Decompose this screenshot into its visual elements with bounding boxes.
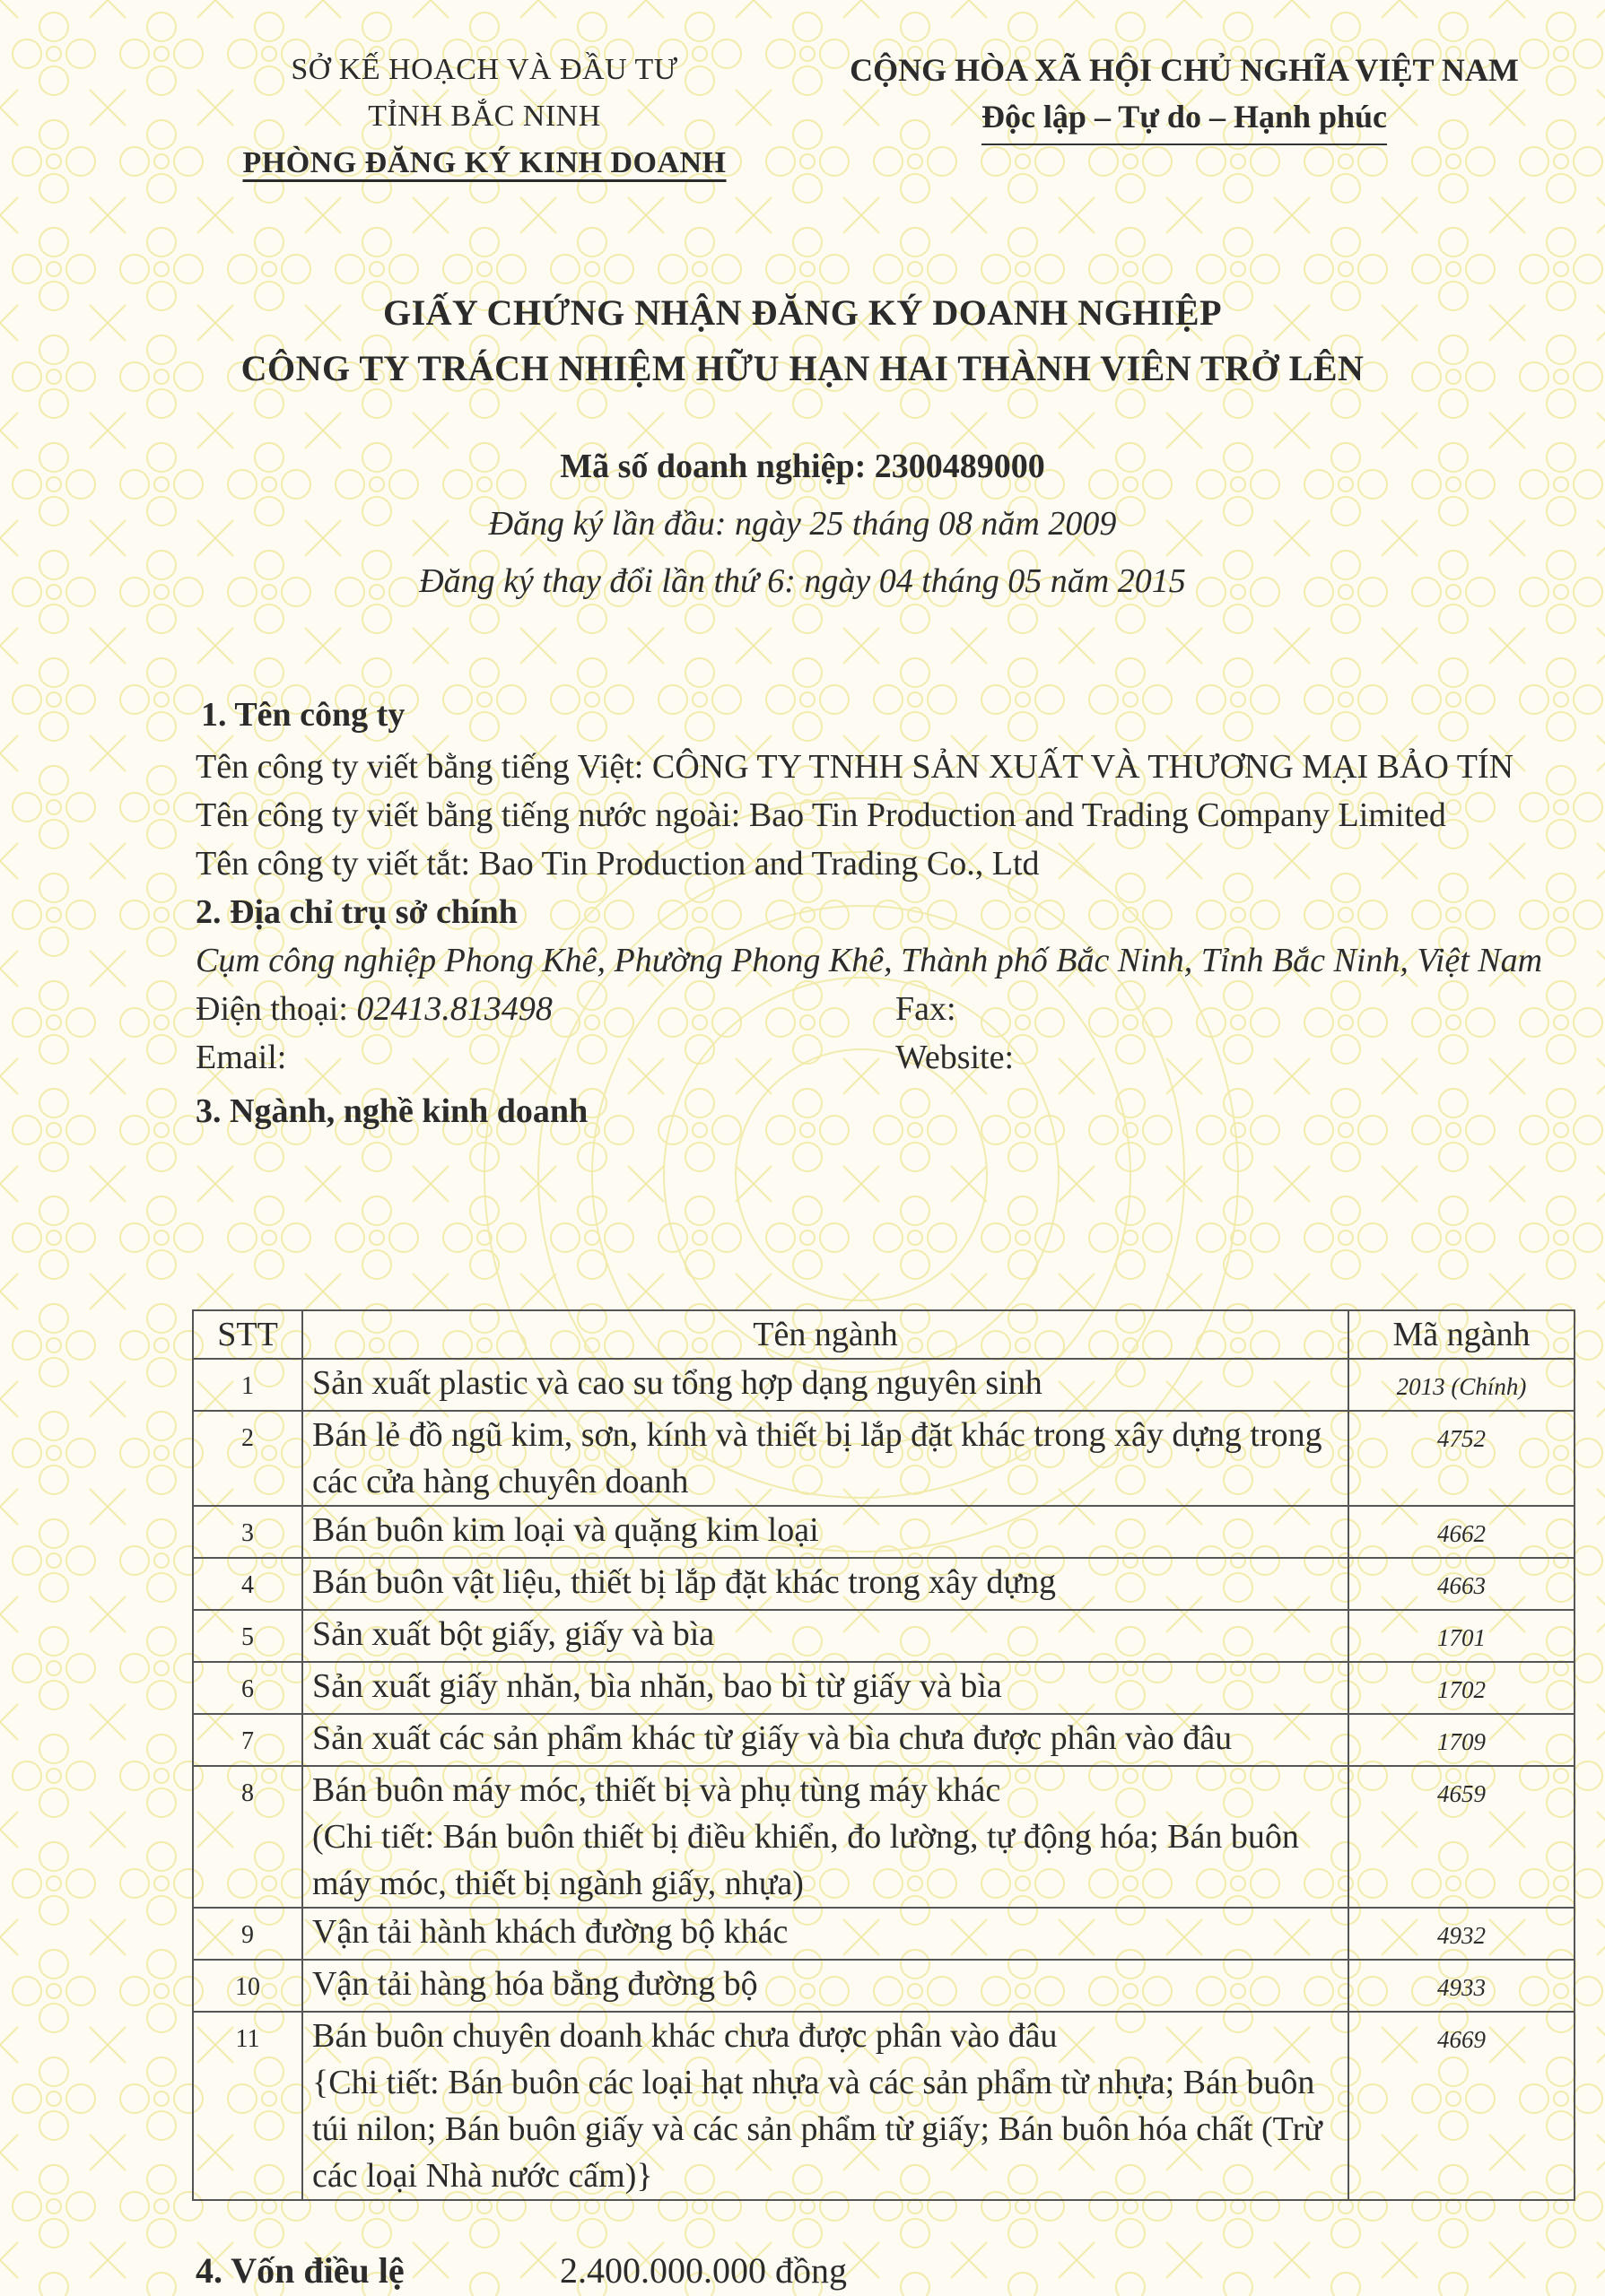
table-row: [193, 2012, 1574, 2200]
contact-row-1: [196, 985, 1559, 1033]
national-name: CỘNG HÒA XÃ HỘI CHỦ NGHĨA VIỆT NAM: [850, 52, 1519, 88]
authority-department: PHÒNG ĐĂNG KÝ KINH DOANH: [242, 146, 727, 179]
enterprise-code: Mã số doanh nghiệp: 2300489000: [560, 448, 1045, 485]
row-name: Bán buôn vật liệu, thiết bị lắp đặt khác trong xây dựng: [302, 1558, 1348, 1610]
section-2-heading: 2. Địa chỉ trụ sở chính: [196, 893, 518, 931]
row-name: Sản xuất giấy nhăn, bìa nhăn, bao bì từ giấy và bìa: [302, 1662, 1348, 1714]
row-stt: 3: [193, 1506, 302, 1558]
row-stt: 6: [193, 1662, 302, 1714]
row-code: 4932: [1348, 1908, 1574, 1960]
row-code: 4933: [1348, 1960, 1574, 2012]
table-row: [193, 1766, 1574, 1908]
table-row: [193, 1662, 1574, 1714]
foreign-name-line: [196, 791, 1559, 839]
table-row: [193, 1506, 1574, 1558]
table-row: [193, 1610, 1574, 1662]
short-name-value: Bao Tin Production and Trading Co., Ltd: [478, 845, 1040, 883]
vietnamese-name-value: CÔNG TY TNHH SẢN XUẤT VÀ THƯƠNG MẠI BẢO TÍN: [651, 748, 1514, 786]
first-registration-date: Đăng ký lần đầu: ngày 25 tháng 08 năm 2009: [488, 505, 1117, 543]
short-name-label: Tên công ty viết tắt:: [196, 845, 479, 883]
row-name-cell: [302, 1766, 1348, 1908]
charter-capital-value: 2.400.000.000 đồng: [560, 2250, 847, 2291]
website-label: Website:: [895, 1039, 1015, 1076]
row-stt: 2: [193, 1411, 302, 1506]
row-code: 1702: [1348, 1662, 1574, 1714]
foreign-name-value: Bao Tin Production and Trading Company Limited: [748, 796, 1446, 834]
row-code: 4663: [1348, 1558, 1574, 1610]
row-code: 4659: [1348, 1766, 1574, 1908]
row-stt: 10: [193, 1960, 302, 2012]
row-code: 2013 (Chính): [1348, 1359, 1574, 1411]
title-line-2: CÔNG TY TRÁCH NHIỆM HỮU HẠN HAI THÀNH VIÊN TRỞ LÊN: [240, 348, 1365, 388]
row-code: 1701: [1348, 1610, 1574, 1662]
head-office-address: Cụm công nghiệp Phong Khê, Phường Phong Khê, Thành phố Bắc Ninh, Tỉnh Bắc Ninh, Việt Nam: [196, 942, 1543, 979]
charter-capital: [196, 2247, 847, 2295]
amendment-date: Đăng ký thay đổi lần thứ 6: ngày 04 tháng 05 năm 2015: [419, 562, 1186, 600]
row-stt: 9: [193, 1908, 302, 1960]
row-name: Sản xuất plastic và cao su tổng hợp dạng nguyên sinh: [302, 1359, 1348, 1411]
row-name: Vận tải hành khách đường bộ khác: [302, 1908, 1348, 1960]
title-line-1: GIẤY CHỨNG NHẬN ĐĂNG KÝ DOANH NGHIỆP: [382, 292, 1223, 333]
national-heading: [825, 47, 1543, 145]
row-code: 4662: [1348, 1506, 1574, 1558]
row-stt: 1: [193, 1359, 302, 1411]
short-name-line: [196, 839, 1559, 888]
row-stt: 7: [193, 1714, 302, 1766]
row-code: 4752: [1348, 1411, 1574, 1506]
authority-line-2: TỈNH BẮC NINH: [368, 100, 601, 133]
column-header-stt: STT: [193, 1310, 302, 1359]
row-name: Bán buôn máy móc, thiết bị và phụ tùng máy khác: [312, 1771, 1001, 1809]
document-body: [196, 691, 1559, 1135]
section-3-heading: 3. Ngành, nghề kinh doanh: [196, 1092, 589, 1130]
registration-info: [0, 438, 1605, 610]
column-header-code: Mã ngành: [1348, 1310, 1574, 1359]
row-name: Sản xuất các sản phẩm khác từ giấy và bìa chưa được phân vào đâu: [302, 1714, 1348, 1766]
foreign-name-label: Tên công ty viết bằng tiếng nước ngoài:: [196, 796, 749, 834]
row-name: Bán buôn chuyên doanh khác chưa được phân vào đâu: [312, 2017, 1058, 2055]
row-stt: 11: [193, 2012, 302, 2200]
phone-label: Điện thoại:: [196, 990, 357, 1028]
row-code: 4669: [1348, 2012, 1574, 2200]
table-row: [193, 1359, 1574, 1411]
row-stt: 5: [193, 1610, 302, 1662]
document-title: [0, 285, 1605, 396]
fax-label: Fax:: [895, 990, 956, 1028]
row-name: Sản xuất bột giấy, giấy và bìa: [302, 1610, 1348, 1662]
row-name-cell: [302, 2012, 1348, 2200]
table-header-row: [193, 1310, 1574, 1359]
row-name: Vận tải hàng hóa bằng đường bộ: [302, 1960, 1348, 2012]
row-detail: (Chi tiết: Bán buôn thiết bị điều khiển, đo lường, tự động hóa; Bán buôn máy móc, thiết bị ngành giấy, nhựa): [312, 1818, 1299, 1902]
row-stt: 8: [193, 1766, 302, 1908]
business-lines-table: [192, 1309, 1575, 2201]
section-1-heading: 1. Tên công ty: [201, 696, 406, 734]
row-name: Bán lẻ đồ ngũ kim, sơn, kính và thiết bị lắp đặt khác trong xây dựng trong các cửa hàng chuyên doanh: [302, 1411, 1348, 1506]
table-row: [193, 1908, 1574, 1960]
issuing-authority: [179, 47, 789, 187]
row-stt: 4: [193, 1558, 302, 1610]
table-row: [193, 1558, 1574, 1610]
table-row: [193, 1411, 1574, 1506]
authority-line-1: SỞ KẾ HOẠCH VÀ ĐẦU TƯ: [291, 53, 678, 86]
table-row: [193, 1714, 1574, 1766]
contact-row-2: [196, 1033, 1559, 1082]
row-name: Bán buôn kim loại và quặng kim loại: [302, 1506, 1348, 1558]
national-motto: Độc lập – Tự do – Hạnh phúc: [981, 93, 1387, 145]
vietnamese-name-line: [196, 743, 1559, 791]
column-header-name: Tên ngành: [302, 1310, 1348, 1359]
phone-value: 02413.813498: [356, 990, 553, 1028]
section-4-heading: 4. Vốn điều lệ: [196, 2250, 405, 2291]
row-code: 1709: [1348, 1714, 1574, 1766]
vietnamese-name-label: Tên công ty viết bằng tiếng Việt:: [196, 748, 652, 786]
email-label: Email:: [196, 1039, 287, 1076]
table-row: [193, 1960, 1574, 2012]
row-detail: {Chi tiết: Bán buôn các loại hạt nhựa và các sản phẩm từ nhựa; Bán buôn túi nilon; Bán buôn giấy và các sản phẩm từ giấy; Bán buôn hóa chất (Trừ các loại Nhà nước cấm)}: [312, 2064, 1322, 2195]
